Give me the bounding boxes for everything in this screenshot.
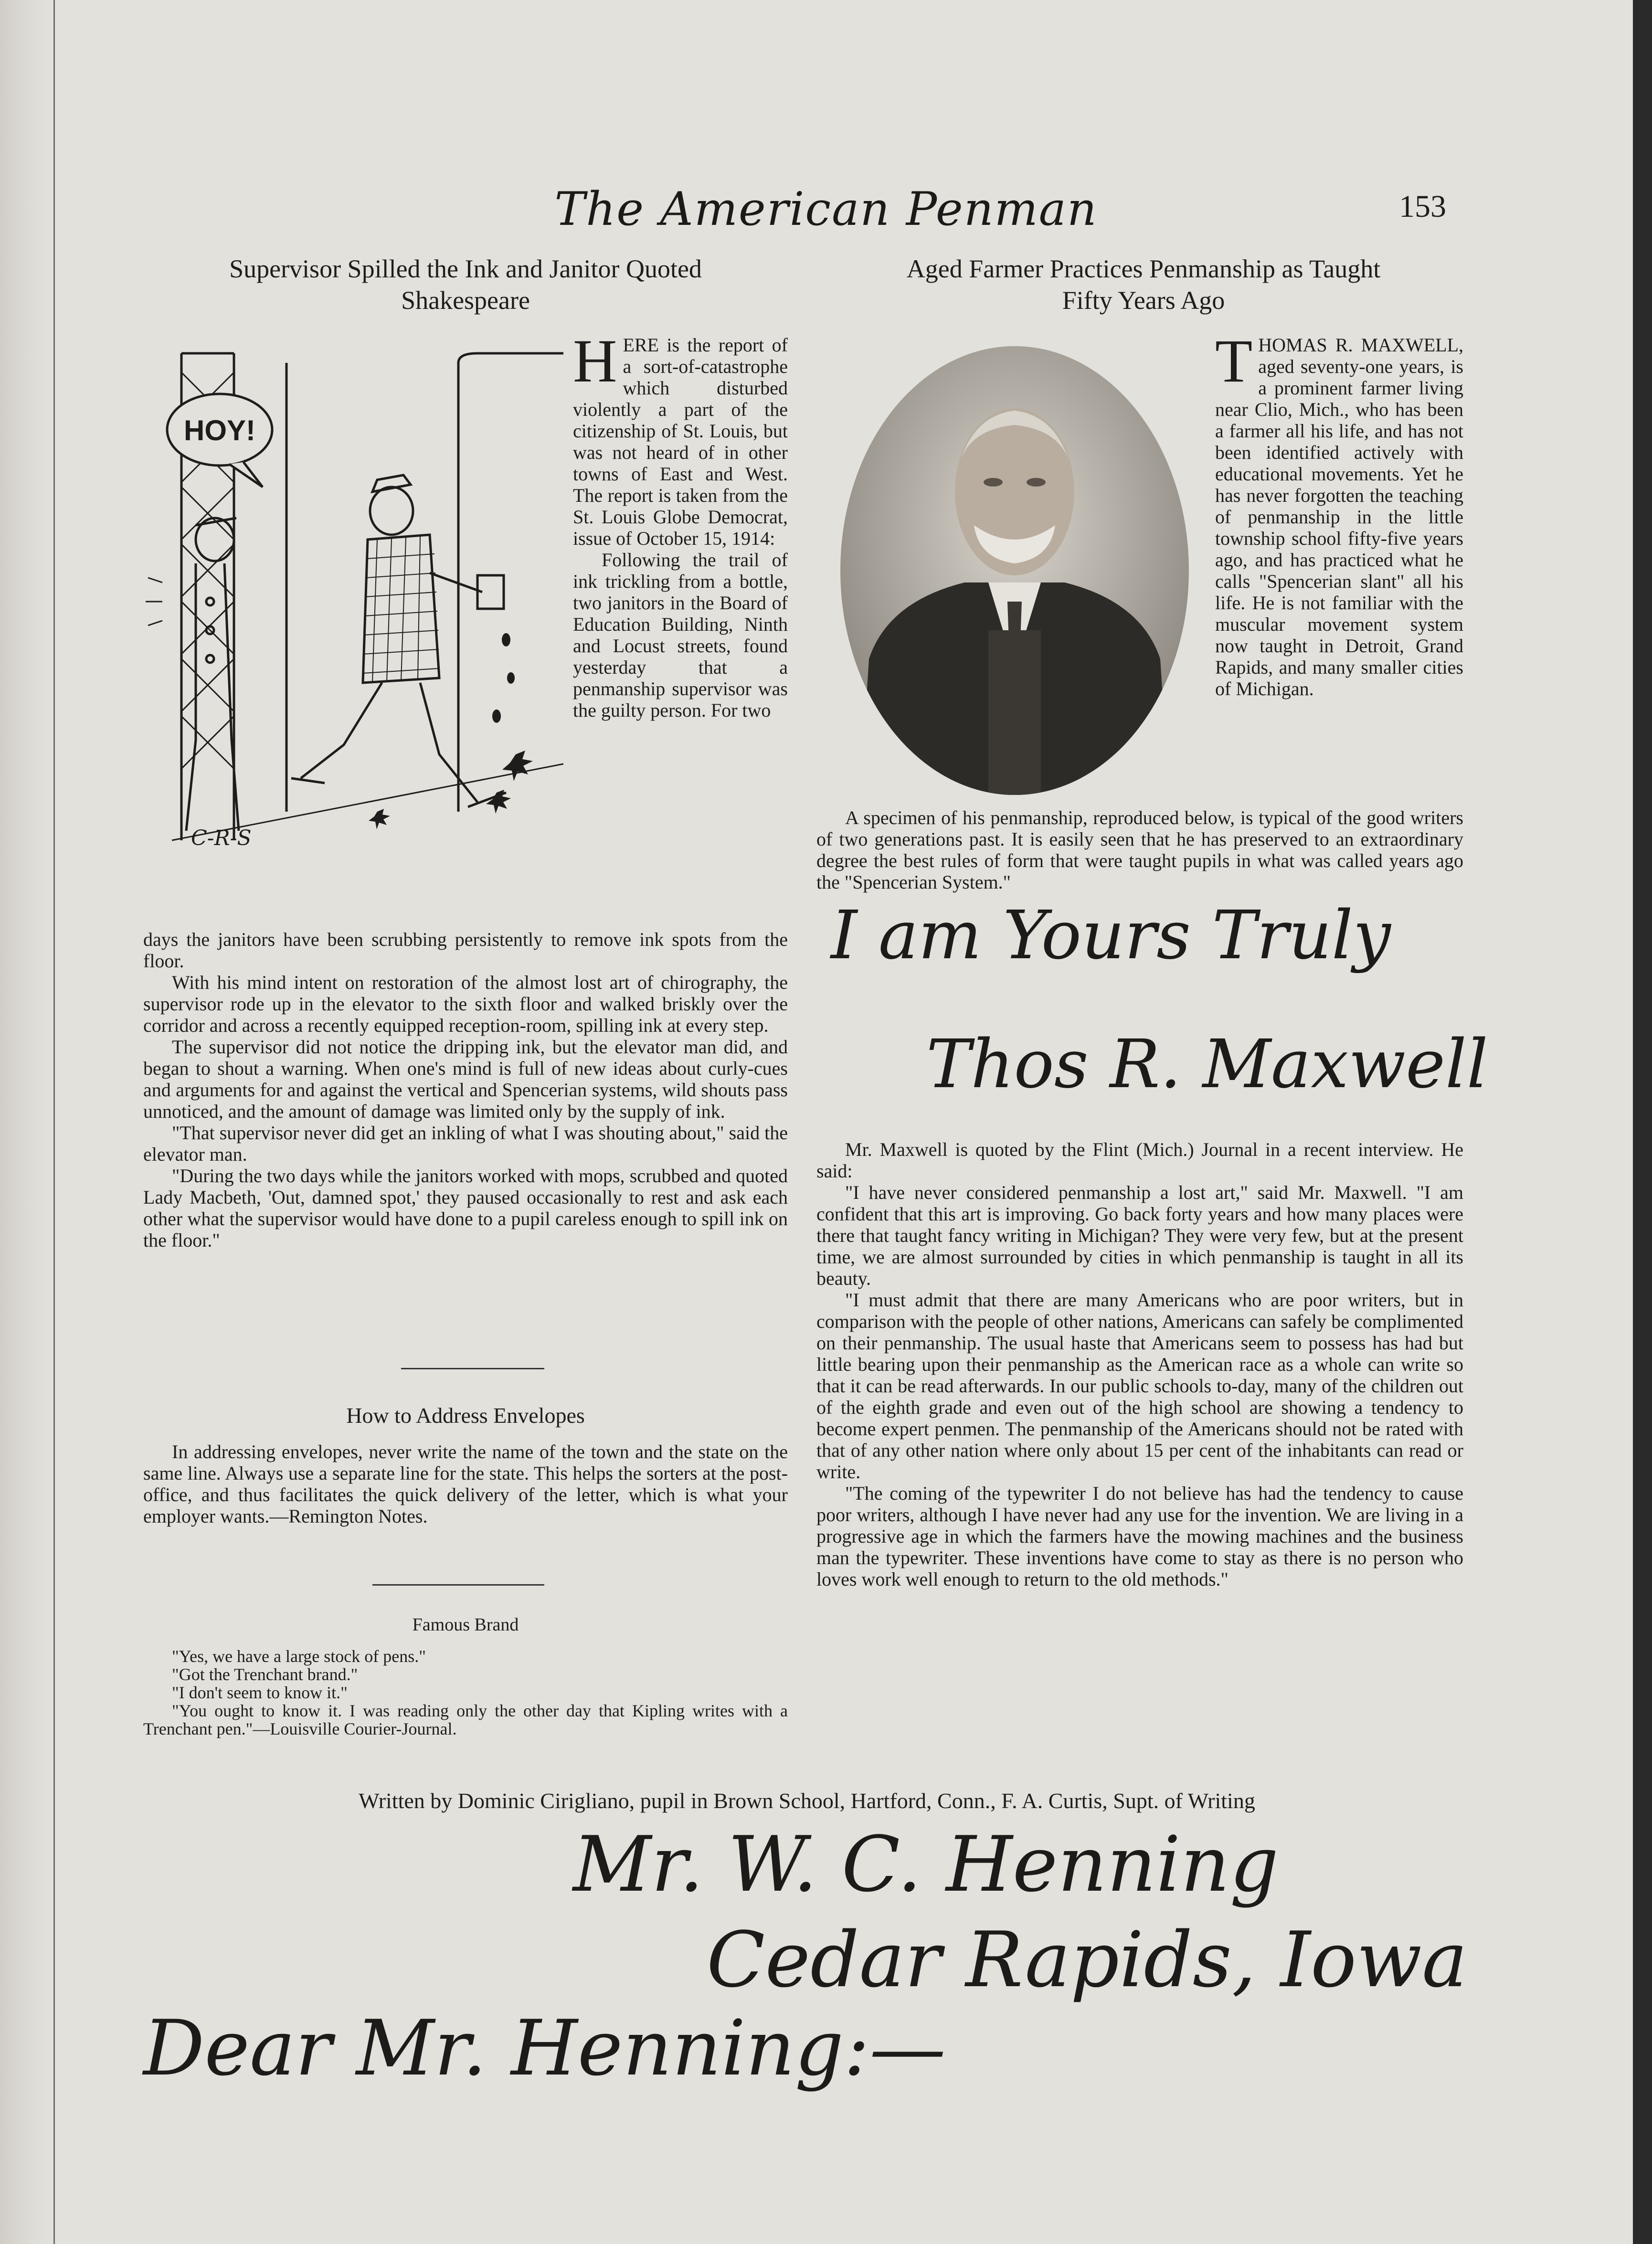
penmanship-line3: Dear Mr. Henning:— <box>143 2003 946 2093</box>
article3-body: "Yes, we have a large stock of pens." "Got the Trenchant brand." "I don't seem to know it." "You ought to know it. I was reading only the other day that Kipling writes with a Trenchant pen."—Louisville Courier-Journal. <box>143 1647 788 1738</box>
section-divider <box>401 1368 544 1369</box>
book-gutter <box>53 0 55 2244</box>
penmanship-line2: Cedar Rapids, Iowa <box>707 1915 1468 2004</box>
portrait-image <box>831 334 1198 807</box>
article-right-body: Mr. Maxwell is quoted by the Flint (Mich.) Journal in a recent interview. He said: "I have never considered penmanship a lost art," said Mr. Maxwell. "I am confident that this art is improving. Go back forty years and how many places were there that taught fancy writing in Michigan? They were very few, but at the present time, we are almost surrounded by cities in which penmanship is taught in all its beauty. "I must admit that there are many Americans who are poor writers, but in comparison with the people of other nations, Americans can safely be complimented on their penmanship. The usual haste that Americans seem to possess has had but little bearing upon their penmanship as the American race as a whole can write so that it can be read afterwards. In our public schools to-day, many of the children out of the eighth grade and even out of the high school are showing a tendency to become expert penmen. The penmanship of the Americans should not be rated with that of any other nation where only about 15 per cent of the inhabitants can read or write. "The coming of the typewriter I do not believe has had the tendency to cause poor writers, although I have never had any use for the invention. We are living in a progressive age in which the farmers have the mowing machines and the business man the typewriter. These inventions have come to stay as there is no person who loves work well enough to return to the old methods." <box>816 1139 1463 1590</box>
maxwell-signature-line1: I am Yours Truly <box>831 897 1391 974</box>
article2-body: In addressing envelopes, never write the name of the town and the state on the same line. Always use a separate line for the state. This helps the sorters at the post-office, and thus facilitates the quick delivery of the letter, which is what your employer wants.—Remington Notes. <box>143 1441 788 1527</box>
cartoon-drawing <box>143 334 563 907</box>
article1-intro: HERE is the report of a sort-of-catastrophe which disturbed violently a part of the citizenship of St. Louis, but was not heard of in other towns of East and West. The report is taken from the St. Louis Globe Democrat, issue of October 15, 1914: Following the trail of ink trickling from a bottle, two janitors in the Board of Education Building, Ninth and Locust streets, found yesterday that a penmanship supervisor was the guilty person. For two <box>573 327 788 721</box>
svg-text:HOY!: HOY! <box>184 414 255 446</box>
article1-title: Supervisor Spilled the Ink and Janitor Quoted Shakespeare <box>229 254 702 315</box>
footer-caption: Written by Dominic Cirigliano, pupil in Brown School, Hartford, Conn., F. A. Curtis, Supt. of Writing <box>359 1789 1255 1813</box>
maxwell-signature-line2: Thos R. Maxwell <box>926 1026 1488 1103</box>
page-edge-shadow <box>1633 0 1652 2244</box>
article-right-p2: A specimen of his penmanship, reproduced below, is typical of the good writers of two generations past. It is easily seen that he has preserved to an extraordinary degree the best rules of form that were taught pupils in what was called years ago the "Spencerian System." <box>816 807 1463 893</box>
cartoon-illustration <box>143 334 563 907</box>
portrait-photo <box>831 334 1198 807</box>
section-divider <box>372 1584 544 1586</box>
article-right-intro: THOMAS R. MAXWELL, aged seventy-one years, is a prominent farmer living near Clio, Mich., who has been a farmer all his life, and has not been identified actively with educational movements. Yet he has never forgotten the teaching of penmanship in the little township school fifty-five years ago, and has practiced what he calls "Spencerian slant" all his life. He is not familiar with the muscular movement system now taught in Detroit, Grand Rapids, and many smaller cities of Michigan. <box>1215 327 1463 699</box>
masthead: The American Penman <box>554 182 1098 236</box>
page-number: 153 <box>1399 189 1446 224</box>
article2-title: How to Address Envelopes <box>346 1403 585 1428</box>
speech-bubble <box>167 394 272 487</box>
article-right-title: Aged Farmer Practices Penmanship as Taught Fifty Years Ago <box>906 254 1381 315</box>
cartoonist-signature: C-R-S <box>191 826 252 850</box>
article3-title: Famous Brand <box>412 1615 519 1635</box>
article1-body: days the janitors have been scrubbing persistently to remove ink spots from the floor. With his mind intent on restoration of the almost lost art of chirography, the supervisor rode up in the elevator to the sixth floor and walked briskly over the corridor and across a recently equipped reception-room, spilling ink at every step. The supervisor did not notice the dripping ink, but the elevator man did, and began to shout a warning. When one's mind is full of new ideas about curly-cues and arguments for and against the vertical and Spencerian systems, wild shouts pass unnoticed, and the amount of damage was limited only by the supply of ink. "That supervisor never did get an inkling of what I was shouting about," said the elevator man. "During the two days while the janitors worked with mops, scrubbed and quoted Lady Macbeth, 'Out, damned spot,' they paused occasionally to rest and ask each other what the supervisor would have done to a pupil careless enough to spill ink on the floor." <box>143 929 788 1251</box>
penmanship-line1: Mr. W. C. Henning <box>573 1820 1279 1909</box>
